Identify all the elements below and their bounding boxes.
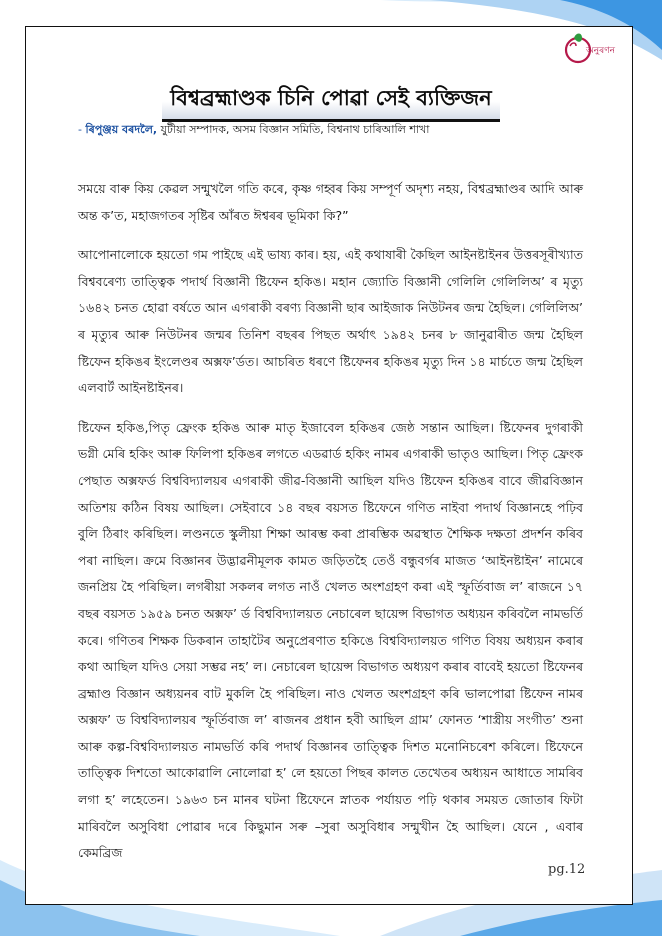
title-container [0, 80, 662, 122]
article-title: বিশ্বব্ৰহ্মাণ্ডক চিনি পোৱা সেই ব্যক্তিজন [162, 80, 499, 122]
article-body [78, 176, 586, 880]
author-affiliation: যুটীয়া সম্পাদক, অসম বিজ্ঞান সমিতি, বিশ্বনাথ চাৰিআলি শাখা [157, 123, 430, 136]
byline [78, 121, 598, 140]
page-number: pg.12 [548, 862, 586, 877]
paragraph-2: আপোনালোকে হয়তো গম পাইছে এই ভাষ্য কাৰ। হয়, এই কথাষাৰী কৈছিল আইনষ্টাইনৰ উত্তৰসূৰীখ্যাত বিশ্ববৰেণ্য তাত্ত্বিক পদাৰ্থ বিজ্ঞানী ষ্টিফেন হকিঙ। মহান জ্যোতি বিজ্ঞানী গেলিলি গেলিলিঅ’ ৰ মৃত্যু ১৬৪২ চনত হোৱা বৰ্ষতে আন এগৰাকী বৰণ্য বিজ্ঞানী ছাৰ আইজাক নিউটনৰ জন্ম হৈছিল। গেলিলিঅ’ ৰ মৃত্যুৰ আৰু নিউটনৰ জন্মৰ তিনিশ বছৰৰ পিছত অৰ্থাৎ ১৯৪২ চনৰ ৮ জানুৱাৰীত জন্ম হৈছিল ষ্টিফেন হকিঙৰ ইংলেণ্ডৰ অক্সফ’ৰ্ডত। আচৰিত ধৰণে ষ্টিফেনৰ হকিঙৰ মৃত্যু দিন ১৪ মাৰ্চতে জন্ম হৈছিল এলবাৰ্ট আইনষ্টাইনৰ। [78, 247, 583, 396]
logo-text: অনুৰণন [586, 46, 616, 56]
paragraph-3: ষ্টিফেন হকিঙ,পিতৃ ফ্ৰেংক হকিঙ আৰু মাতৃ ইজাবেল হকিঙৰ জেষ্ঠ সন্তান আছিল। ষ্টিফেনৰ দুগৰাকী ভগ্নী মেৰি হকিং আৰু ফিলিপা হকিঙৰ লগতে এডৱাৰ্ড হকিং নামৰ এগৰাকী ভাতৃও আছিল। পিতৃ ফ্ৰেংক পেছাত অক্সফৰ্ড বিশ্ববিদ্যালয়ৰ এগৰাকী জীৱ-বিজ্ঞানী আছিল যদিও ষ্টিফেন হকিঙৰ বাবে জীৱবিজ্ঞান অতিশয় কঠিন বিষয় আছিল। সেইবাবে ১৪ বছৰ বয়সত ষ্টিফেনে গণিত নাইবা পদাৰ্থ বিজ্ঞানহে পঢ়িব বুলি ঠিৰাং কৰিছিল। লণ্ডনতে স্কুলীয়া শিক্ষা আৰম্ভ কৰা প্ৰাৰম্ভিক অৱস্থাত শৈক্ষিক দক্ষতা প্ৰদৰ্শন কৰিব পৰা নাছিল। ক্ৰমে বিজ্ঞানৰ উদ্ভাৱনীমূলক কামত জড়িতহৈ তেওঁ বন্ধুবৰ্গৰ মাজত ‘আইনষ্টাইন’ নামেৰে জনপ্ৰিয় হৈ পৰিছিল। লগৰীয়া সকলৰ লগত নাওঁ খেলত অংশগ্ৰহণ কৰা এই স্ফূৰ্তিবাজ ল’ ৰাজনে ১৭ বছৰ বয়সত ১৯৫৯ চনত অক্সফ’ ৰ্ড বিশ্ববিদ্যালয়ত নেচাৰেল ছায়েন্স বিভাগত অধ্যয়ন কৰিবলৈ নামভৰ্তি কৰে। গণিতৰ শিক্ষক ডিকৰান তাহাটৈৰ অনুপ্ৰেৰণাত হকিঙে বিশ্ববিদ্যালয়ত গণিত বিষয় অধ্যয়ন কৰাৰ কথা আছিল যদিও সেয়া সম্ভৱ নহ’ ল। নেচাৰেল ছায়েন্স বিভাগত অধ্যয়ণ কৰাৰ বাবেই হয়তো ষ্টিফেনৰ ব্ৰহ্মাণ্ড বিজ্ঞান অধ্যয়নৰ বাট মুকলি হৈ পৰিছিল। নাও খেলত অংশগ্ৰহণ কৰি ভালপোৱা ষ্টিফেন নামৰ অক্সফ’ ড বিশ্ববিদ্যালয়ৰ স্ফূৰ্তিবাজ ল’ ৰাজনৰ প্ৰধান হবী আছিল গ্ৰাম’ ফোনত ‘শাস্ত্ৰীয় সংগীত’ শুনা আৰু কল্প-বিশ্ববিদ্যালয়ত নামভৰ্তি কৰি পদাৰ্থ বিজ্ঞানৰ তাত্ত্বিক দিশত মনোনিচৰেশ কৰিলে। ষ্টিফেনে তাত্ত্বিক দিশতো আকোৱালি নোলোৱা হ’ লে হয়তো পিছৰ কালত তেখেতৰ অধ্যয়ন আধাতে সামৰিব লগা হ’ লহেতেন। ১৯৬৩ চন মানৰ ঘটনা ষ্টিফেনে স্নাতক পৰ্যায়ত পঢ়ি থকাৰ সময়ত জোতাৰ ফিটা মাৰিবলৈ অসুবিধা পোৱাৰ দৰে কিছুমান সৰু –সুৰা অসুবিধাৰ সন্মুখীন হৈ আছিল। যেনে , এবাৰ কেমব্ৰিজ [78, 419, 583, 861]
byline-dash: - [78, 123, 82, 136]
author-name: ৰিপুঞ্জয় বৰদলৈ, [85, 123, 158, 136]
paragraph-1: সময়ে বাৰু কিয় কেৱল সন্মুখলৈ গতি কৰে, কৃষ্ণ গহ্বৰ কিয় সম্পূৰ্ণ অদৃশ্য নহয়, বিশ্বব্ৰহ্মাণ্ডৰ আদি আৰু অন্ত ক’ত, মহাজগতৰ সৃষ্টিৰ আঁৰত ঈশ্বৰৰ ভূমিকা কি?” [78, 181, 583, 223]
